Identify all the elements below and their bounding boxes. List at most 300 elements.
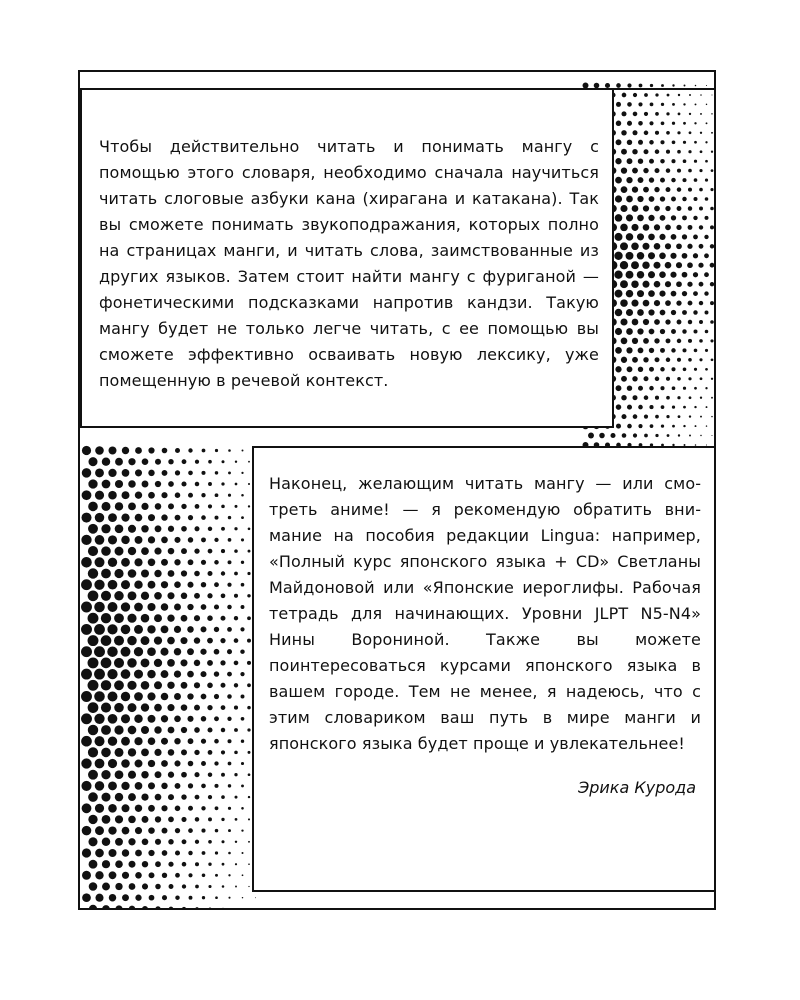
halftone-dot [134,737,142,745]
halftone-dot [655,396,659,400]
text-panel-top [80,88,614,428]
halftone-pattern-bottom [80,444,280,910]
halftone-dot [648,290,655,297]
halftone-dot [711,358,714,361]
halftone-dot [228,762,232,766]
halftone-dot [240,672,244,676]
halftone-dot [95,894,103,902]
halftone-dot [221,795,225,799]
halftone-dot [620,205,627,212]
halftone-dot [188,806,193,811]
halftone-dot [208,795,212,799]
halftone-dot [632,319,639,326]
halftone-dot [626,177,632,183]
halftone-dot [661,84,664,87]
halftone-dot [637,328,643,334]
halftone-dot [671,310,676,315]
halftone-dot [705,141,707,143]
halftone-dot [187,626,194,633]
halftone-dot [665,300,671,306]
halftone-dot [128,748,136,756]
halftone-dot [115,480,123,488]
halftone-dot [94,691,105,702]
halftone-dot [632,130,637,135]
halftone-dot [215,449,218,452]
halftone-dot [695,425,697,427]
halftone-dot [148,715,156,723]
halftone-dot [670,253,676,259]
halftone-dot [214,716,219,721]
halftone-dot [659,271,666,278]
halftone-dot [228,897,230,899]
halftone-dot [207,638,213,644]
halftone-dot [95,535,105,545]
halftone-dot [683,141,686,144]
halftone-dot [175,850,180,855]
halftone-dot [134,580,142,588]
halftone-dot [693,234,698,239]
halftone-dot [108,849,116,857]
halftone-dot [670,272,676,278]
halftone-dot [187,693,193,699]
halftone-dot [682,310,687,315]
halftone-dot [122,804,130,812]
halftone-dot [677,396,680,399]
halftone-dot [127,636,136,645]
halftone-dot [167,615,174,622]
halftone-dot [207,615,213,621]
halftone-dot [649,329,655,335]
halftone-dot [660,215,666,221]
halftone-dot [154,726,161,733]
halftone-dot [101,569,111,579]
halftone-dot [694,349,698,353]
halftone-dot [162,850,168,856]
halftone-dot [101,770,110,779]
halftone-dot [699,225,703,229]
halftone-dot [631,243,639,251]
halftone-dot [168,481,174,487]
halftone-dot [89,905,97,910]
halftone-dot [115,458,123,466]
halftone-dot [247,728,250,731]
halftone-dot [248,908,249,909]
halftone-dot [242,450,244,452]
halftone-dot [711,94,712,95]
halftone-dot [141,570,149,578]
halftone-dot [101,680,111,690]
halftone-dot [154,570,161,577]
halftone-dot [621,186,628,193]
halftone-dot [642,243,649,250]
halftone-dot [248,505,250,507]
halftone-dot [704,291,708,295]
halftone-dot [705,330,709,334]
halftone-dot [677,150,681,154]
halftone-dot [632,376,637,381]
halftone-dot [648,309,654,315]
halftone-dot [621,338,628,345]
halftone-dot [208,885,211,888]
halftone-dot [684,85,686,87]
halftone-dot [141,503,148,510]
halftone-dot [678,415,681,418]
halftone-dot [666,187,671,192]
halftone-dot [644,93,648,97]
halftone-dot [248,751,251,754]
halftone-dot [234,638,239,643]
halftone-dot [108,781,117,790]
halftone-dot [642,261,649,268]
halftone-dot [620,261,628,269]
halftone-dot [228,560,232,564]
halftone-dot [142,816,149,823]
halftone-dot [201,806,205,810]
halftone-dot [222,885,225,888]
halftone-dot [181,526,187,532]
halftone-dot [220,660,225,665]
halftone-dot [81,579,92,590]
halftone-dot [82,468,91,477]
halftone-dot [187,604,193,610]
halftone-dot [632,205,639,212]
halftone-dot [181,704,188,711]
halftone-dot [643,187,649,193]
halftone-dot [188,783,193,788]
halftone-dot [214,538,218,542]
halftone-dot [194,548,199,553]
halftone-dot [214,671,219,676]
halftone-dot [221,705,226,710]
halftone-dot [141,525,148,532]
halftone-dot [207,660,213,666]
halftone-dot [209,907,212,910]
halftone-dot [142,861,148,867]
halftone-dot [711,113,712,114]
halftone-dot [214,761,218,765]
halftone-dot [214,604,219,609]
halftone-dot [174,693,181,700]
closing-paragraph: Наконец, желающим читать мангу — или смотреть аниме! — я рекомендую обратить внимание на пособия редакции Lingua: например, «Полный курс японского языка + CD» Светланы Майдоновой или «Японские иероглифы. Рабочая тетрадь для начинающих. Уровни JLPT N5-N4» Нины Ворониной. Также вы можете поинтересоваться курсами японского языка в вашем городе. Тем не менее, я надеюсь, что с этим словариком ваш путь в мире манги и японского языка будет проще и увлекательнее! [269,474,701,753]
halftone-dot [699,188,703,192]
halftone-dot [221,482,224,485]
halftone-dot [671,348,675,352]
halftone-dot [141,658,150,667]
halftone-dot [88,680,99,691]
halftone-dot [633,112,638,117]
halftone-dot [248,550,251,553]
halftone-dot [648,252,655,259]
halftone-dot [704,272,709,277]
halftone-dot [687,262,693,268]
halftone-dot [102,838,111,847]
halftone-dot [208,527,212,531]
halftone-dot [174,537,180,543]
text-panel-bottom [252,446,716,892]
halftone-dot [114,613,124,623]
halftone-dot [107,669,117,679]
halftone-dot [698,263,703,268]
halftone-dot [161,715,168,722]
halftone-dot [710,244,714,248]
halftone-dot [161,783,167,789]
halftone-dot [644,415,648,419]
halftone-dot [682,291,687,296]
halftone-dot [134,692,143,701]
halftone-dot [114,725,123,734]
halftone-dot [683,387,686,390]
halftone-dot [248,818,250,820]
halftone-dot [201,537,206,542]
halftone-dot [187,582,193,588]
halftone-dot [633,433,637,437]
halftone-dot [676,243,682,249]
halftone-dot [228,449,231,452]
halftone-dot [615,309,623,317]
halftone-dot [699,301,703,305]
halftone-dot [248,796,250,798]
halftone-dot [82,803,92,813]
halftone-dot [234,773,237,776]
halftone-dot [711,169,714,172]
halftone-dot [632,168,638,174]
halftone-dot [682,253,688,259]
halftone-dot [109,894,117,902]
halftone-dot [101,635,112,646]
halftone-dot [234,527,237,530]
halftone-dot [615,290,623,298]
halftone-dot [665,262,672,269]
halftone-dot [141,681,150,690]
halftone-dot [616,424,621,429]
halftone-dot [175,828,180,833]
halftone-dot [654,206,660,212]
halftone-dot [616,385,622,391]
halftone-dot [699,339,703,343]
halftone-dot [648,234,655,241]
halftone-dot [644,131,649,136]
halftone-dot [108,692,118,702]
halftone-dot [659,253,666,260]
halftone-dot [694,197,698,201]
halftone-dot [167,637,175,645]
halftone-dot [631,224,638,231]
halftone-dot [109,447,117,455]
halftone-dot [82,848,91,857]
halftone-dot [699,207,703,211]
halftone-dot [108,580,118,590]
halftone-dot [95,804,104,813]
halftone-dot [614,271,622,279]
halftone-dot [195,907,198,910]
halftone-dot [148,827,155,834]
halftone-dot [678,434,680,436]
halftone-dot [155,861,161,867]
halftone-dot [214,694,219,699]
halftone-dot [227,583,231,587]
halftone-dot [705,179,708,182]
halftone-dot [626,214,633,221]
halftone-dot [248,773,251,776]
halftone-dot [195,795,200,800]
halftone-dot [661,121,665,125]
halftone-dot [247,639,251,643]
halftone-dot [154,749,161,756]
halftone-dot [155,771,162,778]
halftone-dot [682,197,686,201]
halftone-dot [638,140,643,145]
halftone-dot [235,863,237,865]
halftone-dot [168,749,175,756]
halftone-dot [127,658,136,667]
halftone-dot [672,122,675,125]
halftone-dot [704,235,708,239]
halftone-dot [235,483,238,486]
halftone-dot [155,906,160,910]
halftone-dot [154,592,162,600]
halftone-dot [174,559,180,565]
halftone-dot [654,338,659,343]
halftone-dot [174,738,180,744]
halftone-dot [102,883,110,891]
halftone-dot [677,377,681,381]
halftone-dot [174,648,181,655]
halftone-dot [711,151,713,153]
halftone-dot [228,784,231,787]
halftone-dot [616,121,621,126]
halftone-dot [121,692,130,701]
halftone-dot [89,860,98,869]
halftone-dot [135,782,143,790]
halftone-dot [201,761,206,766]
halftone-dot [222,863,225,866]
halftone-dot [168,503,174,509]
halftone-dot [626,252,634,260]
halftone-dot [188,851,192,855]
halftone-dot [632,338,638,344]
halftone-dot [649,177,654,182]
halftone-dot [101,591,111,601]
halftone-dot [135,492,142,499]
halftone-dot [102,480,111,489]
halftone-dot [655,149,660,154]
halftone-dot [643,205,649,211]
halftone-dot [142,838,149,845]
halftone-dot [677,339,681,343]
halftone-dot [666,150,670,154]
halftone-dot [221,593,226,598]
halftone-dot [174,626,181,633]
halftone-dot [88,524,98,534]
halftone-dot [108,826,116,834]
halftone-dot [128,838,135,845]
halftone-dot [121,782,129,790]
halftone-dot [194,526,199,531]
halftone-dot [182,839,187,844]
halftone-dot [637,233,644,240]
halftone-dot [188,448,192,452]
halftone-dot [195,504,200,509]
halftone-dot [155,459,161,465]
halftone-dot [247,706,251,710]
halftone-dot [665,281,671,287]
halftone-dot [666,358,671,363]
halftone-dot [201,493,205,497]
halftone-dot [202,449,206,453]
halftone-dot [81,736,92,747]
halftone-dot [234,616,238,620]
halftone-dot [214,784,218,788]
halftone-dot [671,329,676,334]
halftone-dot [693,216,697,220]
halftone-dot [228,807,231,810]
halftone-dot [194,772,199,777]
halftone-dot [107,646,117,656]
halftone-dot [207,727,212,732]
halftone-dot [207,683,213,689]
halftone-dot [666,415,669,418]
halftone-dot [147,603,155,611]
halftone-dot [148,737,156,745]
halftone-dot [637,215,644,222]
halftone-dot [102,860,110,868]
halftone-dot [128,703,137,712]
halftone-dot [627,158,633,164]
halftone-dot [168,727,175,734]
halftone-dot [94,580,104,590]
halftone-dot [208,460,212,464]
halftone-dot [221,527,225,531]
halftone-dot [615,328,622,335]
halftone-dot [621,149,627,155]
halftone-dot [626,290,634,298]
halftone-dot [247,661,251,665]
halftone-dot [241,538,244,541]
halftone-dot [215,471,218,474]
halftone-dot [121,513,129,521]
halftone-dot [135,827,142,834]
halftone-dot [626,196,633,203]
halftone-dot [88,457,97,466]
halftone-dot [89,882,98,891]
halftone-dot [134,625,143,634]
halftone-dot [671,291,677,297]
halftone-dot [202,851,206,855]
halftone-dot [114,680,124,690]
halftone-dot [148,760,155,767]
halftone-dot [174,670,181,677]
halftone-dot [689,435,691,437]
halftone-dot [699,320,703,324]
halftone-dot [161,670,169,678]
halftone-dot [194,727,200,733]
halftone-dot [215,829,219,833]
halftone-dot [147,670,155,678]
halftone-dot [660,310,666,316]
halftone-dot [682,329,686,333]
halftone-dot [616,404,621,409]
halftone-dot [168,526,174,532]
halftone-dot [194,682,200,688]
halftone-dot [81,713,92,724]
halftone-dot [109,871,117,879]
halftone-dot [201,582,206,587]
halftone-dot [706,425,707,426]
halftone-dot [241,852,243,854]
halftone-dot [678,113,681,116]
halftone-dot [688,169,692,173]
halftone-dot [215,516,219,520]
